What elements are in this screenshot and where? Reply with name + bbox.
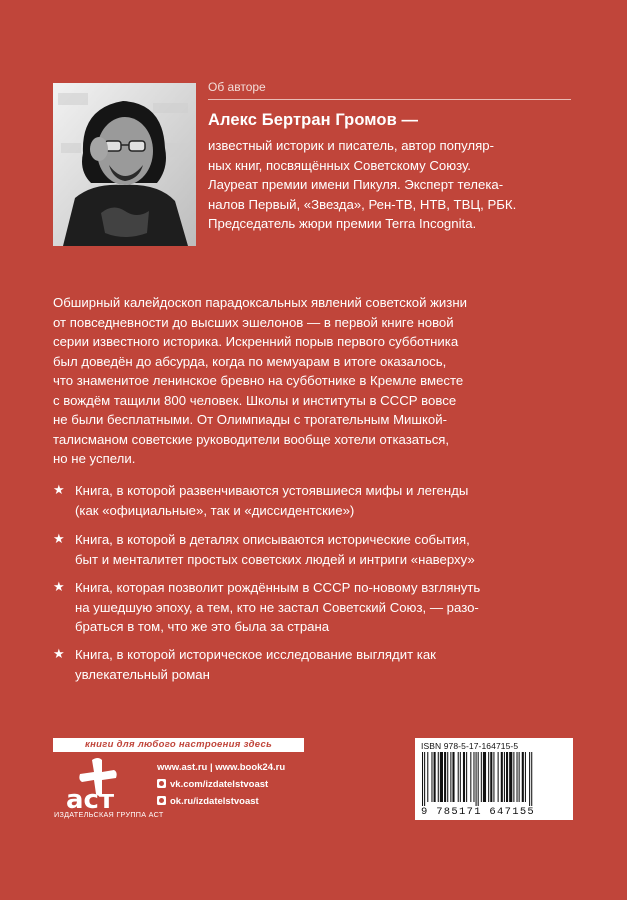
ok-icon	[157, 796, 166, 805]
star-icon: ★	[53, 531, 65, 546]
barcode-bar	[440, 752, 443, 802]
barcode-bar	[483, 752, 486, 802]
barcode-bar	[447, 752, 448, 802]
author-bio	[208, 136, 578, 234]
publisher-links	[157, 759, 285, 810]
description-line: от повседневности до высших эшелонов — в первой книге новой	[53, 314, 454, 330]
star-icon: ★	[53, 646, 65, 661]
bullet-line: браться в том, что же это была за страна	[75, 619, 330, 634]
author-bio-line: ных книг, посвящённых Советскому Союзу.	[208, 157, 471, 173]
barcode-bar	[488, 752, 489, 802]
divider	[208, 99, 571, 100]
ok-link[interactable]	[157, 793, 285, 810]
barcode-digits: 9 785171 647155	[421, 806, 536, 818]
bullet-line: Книга, в которой историческое исследование выглядит как	[75, 647, 436, 662]
bullet-line: Книга, которая позволит рождённым в СССР по-новому взглянуть	[75, 580, 481, 595]
barcode-bar	[460, 752, 461, 802]
barcode-bars	[422, 752, 568, 806]
vk-icon	[157, 779, 166, 788]
about-author-label: Об авторе	[208, 80, 266, 94]
website-links[interactable]	[157, 759, 285, 776]
bullet-line: Книга, в которой развенчиваются устоявшиеся мифы и легенды	[75, 483, 469, 498]
description-line: талисманом советские руководители вообще хотели отказаться,	[53, 431, 450, 447]
description-line: не были бесплатными. От Олимпиады с трогательным Мишкой-	[53, 412, 448, 427]
website-links-text[interactable]: www.ast.ru | www.book24.ru	[157, 762, 286, 773]
barcode-bar	[478, 752, 479, 806]
barcode-bar	[517, 752, 518, 802]
barcode-bar	[504, 752, 505, 802]
barcode-bar	[434, 752, 436, 802]
description-line: серии известного историка. Искренний порыв первого субботника	[53, 334, 459, 349]
barcode-bar	[476, 752, 477, 806]
description-line: что знаменитое ленинское бревно на субботнике в Кремле вместе	[53, 373, 464, 388]
barcode-bar	[458, 752, 459, 802]
bullet-line: увлекательный роман	[75, 666, 210, 682]
author-photo	[53, 83, 196, 246]
barcode-bar	[444, 752, 446, 802]
barcode-bar	[481, 752, 482, 802]
barcode-bar	[422, 752, 423, 806]
barcode-bar	[424, 752, 425, 806]
barcode-bar	[438, 752, 439, 802]
author-name: Алекс Бертран Громов —	[208, 111, 419, 129]
barcode-bar	[473, 752, 474, 802]
barcode-bar	[525, 752, 526, 802]
vk-link-text[interactable]: vk.com/izdatelstvoast	[170, 779, 269, 790]
publisher-logo	[62, 754, 134, 816]
barcode-bar	[529, 752, 530, 806]
author-bio-line: Председатель жюри премии Terra Incognita.	[208, 216, 477, 231]
barcode-bar	[509, 752, 512, 802]
barcode-bar	[466, 752, 467, 802]
author-bio-line: налов Первый, «Звезда», Рен-ТВ, НТВ, ТВЦ, РБК.	[208, 196, 517, 212]
publisher-group-label: ИЗДАТЕЛЬСКАЯ ГРУППА АСТ	[54, 810, 164, 819]
barcode-bar	[450, 752, 451, 802]
bullet-line: на ушедшую эпоху, а тем, кто не застал Советский Союз, — разо-	[75, 599, 479, 615]
tagline-banner: книги для любого настроения здесь	[53, 738, 304, 752]
description-line: с вождём тащили 800 человек. Школы и институты в СССР вовсе	[53, 392, 457, 408]
barcode-bar	[501, 752, 503, 802]
author-bio-line: Лауреат премии имени Пикуля. Эксперт телека-	[208, 177, 504, 192]
barcode-bar	[470, 752, 471, 802]
star-icon: ★	[53, 482, 65, 497]
barcode-bar	[452, 752, 454, 802]
barcode-bar	[531, 752, 532, 806]
ok-link-text[interactable]: ok.ru/izdatelstvoast	[170, 796, 259, 807]
description-line: но не успели.	[53, 451, 136, 466]
author-bio-line: известный историк и писатель, автор популяр-	[208, 138, 494, 153]
star-icon: ★	[53, 579, 65, 594]
description-line: Обширный калейдоскоп парадоксальных явлений советской жизни	[53, 295, 467, 310]
barcode-bar	[498, 752, 499, 802]
logo-text: аст	[66, 785, 115, 815]
bullet-line: Книга, в которой в деталях описываются исторические события,	[75, 532, 470, 547]
barcode-bar	[427, 752, 428, 802]
isbn-label: ISBN 978-5-17-164715-5	[421, 741, 519, 751]
barcode-bar	[522, 752, 524, 802]
bullet-line: быт и менталитет простых советских людей и интриги «наверху»	[75, 551, 475, 567]
description-line: был доведён до абсурда, когда по мемуарам в итоге оказалось,	[53, 353, 447, 369]
barcode-bar	[431, 752, 432, 802]
barcode-bar	[490, 752, 492, 802]
barcode-bar	[519, 752, 520, 802]
barcode-bar	[506, 752, 508, 802]
barcode-bar	[513, 752, 514, 802]
bullet-line: (как «официальные», так и «диссидентские»)	[75, 502, 355, 518]
vk-link[interactable]	[157, 776, 285, 793]
barcode-bar	[493, 752, 494, 802]
barcode-bar	[463, 752, 465, 802]
book-description	[53, 293, 573, 469]
